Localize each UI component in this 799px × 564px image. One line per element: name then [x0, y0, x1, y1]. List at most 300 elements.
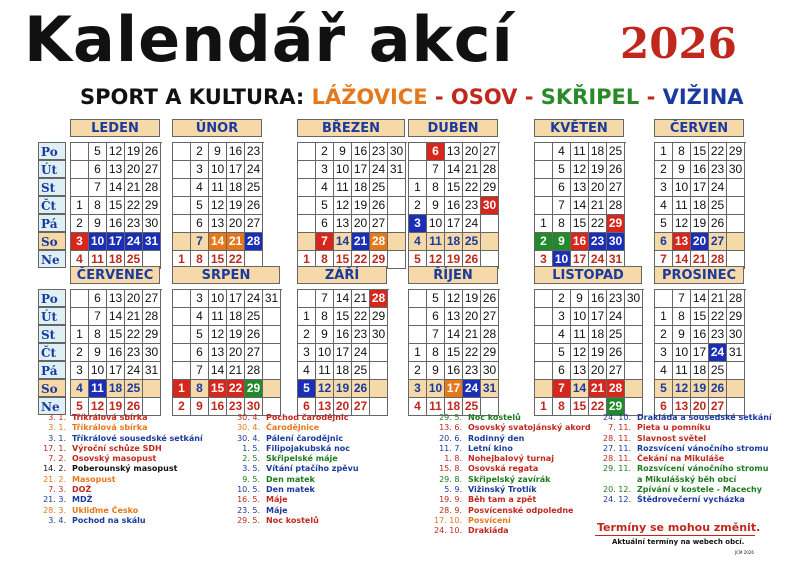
event-date: 28. 3. — [43, 505, 66, 515]
empty-day-cell — [71, 290, 89, 308]
day-cell: 7 — [316, 290, 334, 308]
day-cell: 20 — [125, 290, 143, 308]
day-cell: 26 — [709, 380, 727, 398]
event-day-cell: 28 — [245, 233, 263, 251]
day-cell: 12 — [427, 251, 445, 269]
event-title: Noc kostelů — [266, 515, 319, 525]
event-item — [593, 475, 772, 485]
day-cell: 31 — [607, 251, 625, 269]
empty-day-cell — [535, 143, 553, 161]
weekday-label: Ne — [38, 250, 66, 268]
day-cell: 26 — [607, 161, 625, 179]
event-item — [424, 444, 591, 454]
day-cell: 25 — [463, 398, 481, 416]
day-cell: 14 — [571, 197, 589, 215]
event-item — [593, 495, 772, 505]
event-item — [593, 485, 772, 495]
day-cell: 30 — [727, 161, 745, 179]
month-day-grid — [534, 289, 644, 416]
day-cell: 15 — [691, 143, 709, 161]
event-item — [424, 495, 591, 505]
event-title: Letní kino — [468, 443, 513, 453]
event-item — [593, 423, 772, 433]
month-day-grid — [654, 142, 746, 269]
day-cell: 2 — [409, 362, 427, 380]
event-day-cell: 28 — [607, 380, 625, 398]
event-title: Osovská regata — [468, 464, 539, 474]
event-date: 3. 1. — [48, 413, 66, 422]
event-day-cell: 22 — [227, 380, 245, 398]
day-cell: 7 — [89, 308, 107, 326]
event-item — [424, 423, 591, 433]
day-cell: 4 — [191, 179, 209, 197]
day-cell: 18 — [352, 179, 370, 197]
day-cell: 23 — [709, 161, 727, 179]
day-cell: 30 — [481, 362, 499, 380]
day-cell: 10 — [89, 362, 107, 380]
empty-day-cell — [71, 161, 89, 179]
event-item — [224, 423, 359, 433]
day-cell: 11 — [209, 179, 227, 197]
day-cell: 17 — [107, 362, 125, 380]
event-date: 20. 6. — [439, 433, 462, 443]
day-cell: 27 — [607, 362, 625, 380]
event-date: 27. 11. — [603, 443, 631, 453]
event-title: Noc kostelů — [468, 413, 521, 422]
month-day-grid — [297, 142, 407, 269]
day-cell: 13 — [209, 344, 227, 362]
event-title: Slavnost světel — [637, 433, 707, 443]
day-cell: 15 — [334, 308, 352, 326]
day-cell: 24 — [352, 344, 370, 362]
day-cell: 11 — [209, 308, 227, 326]
empty-day-cell — [535, 362, 553, 380]
day-cell: 13 — [445, 143, 463, 161]
day-cell: 26 — [607, 344, 625, 362]
day-cell: 30 — [388, 143, 406, 161]
empty-day-cell — [388, 233, 406, 251]
day-cell: 22 — [463, 179, 481, 197]
event-title: Den matek — [266, 474, 315, 484]
day-cell: 23 — [227, 398, 245, 416]
day-cell: 25 — [709, 197, 727, 215]
day-cell: 14 — [445, 326, 463, 344]
day-cell: 9 — [334, 143, 352, 161]
day-cell: 7 — [655, 251, 673, 269]
day-cell: 16 — [445, 197, 463, 215]
month-day-grid — [408, 289, 500, 416]
day-cell: 2 — [655, 326, 673, 344]
event-item — [30, 413, 203, 423]
day-cell: 17 — [691, 179, 709, 197]
event-title: DOŽ — [72, 485, 92, 495]
day-cell: 16 — [107, 344, 125, 362]
event-title: Máje — [266, 495, 288, 505]
day-cell: 12 — [673, 215, 691, 233]
day-cell: 1 — [535, 215, 553, 233]
event-date: 23. 5. — [237, 505, 260, 515]
day-cell: 23 — [352, 326, 370, 344]
day-cell: 31 — [263, 290, 281, 308]
day-cell: 21 — [125, 308, 143, 326]
empty-day-cell — [173, 308, 191, 326]
subtitle-segment: - — [427, 85, 451, 109]
day-cell: 3 — [655, 344, 673, 362]
day-cell: 27 — [143, 161, 161, 179]
day-cell: 9 — [191, 398, 209, 416]
month-5 — [534, 119, 626, 269]
day-cell: 2 — [298, 326, 316, 344]
empty-day-cell — [481, 233, 499, 251]
weekday-label: Po — [38, 289, 66, 307]
day-cell: 4 — [298, 362, 316, 380]
empty-day-cell — [298, 179, 316, 197]
day-cell: 12 — [107, 143, 125, 161]
day-cell: 11 — [673, 197, 691, 215]
day-cell: 20 — [463, 143, 481, 161]
day-cell: 23 — [709, 326, 727, 344]
empty-day-cell — [535, 380, 553, 398]
day-cell: 4 — [409, 233, 427, 251]
event-title: Zpívání v kostele - Macechy — [637, 485, 762, 495]
event-day-cell: 11 — [89, 380, 107, 398]
event-date: 7. 3. — [48, 485, 66, 495]
day-cell: 21 — [463, 326, 481, 344]
event-date: 30. 4. — [237, 423, 260, 433]
day-cell: 1 — [298, 308, 316, 326]
day-cell: 4 — [316, 179, 334, 197]
day-cell: 3 — [316, 161, 334, 179]
day-cell: 29 — [481, 344, 499, 362]
event-date: 24. 10. — [603, 413, 631, 422]
events-column — [593, 413, 772, 506]
day-cell: 27 — [607, 179, 625, 197]
empty-day-cell — [173, 326, 191, 344]
month-name: DUBEN — [408, 119, 498, 137]
event-title: Výroční schůze SDH — [72, 443, 162, 453]
day-cell: 8 — [89, 197, 107, 215]
event-title: Pálení čarodějnic — [266, 433, 344, 443]
day-cell: 30 — [370, 326, 388, 344]
subtitle-segment: SKŘIPEL — [540, 85, 640, 109]
month-name: ČERVEN — [654, 119, 744, 137]
day-cell: 9 — [673, 161, 691, 179]
event-date: 29. 8. — [439, 474, 462, 484]
day-cell: 10 — [334, 161, 352, 179]
event-day-cell: 3 — [71, 233, 89, 251]
day-cell: 8 — [191, 380, 209, 398]
event-item — [593, 454, 772, 464]
subtitle-segment: - — [517, 85, 541, 109]
day-cell: 22 — [125, 197, 143, 215]
day-cell: 27 — [481, 308, 499, 326]
event-title: Čarodějnice — [266, 423, 320, 433]
event-day-cell: 30 — [607, 233, 625, 251]
weekday-label: Út — [38, 307, 66, 325]
day-cell: 15 — [571, 398, 589, 416]
day-cell: 3 — [409, 380, 427, 398]
day-cell: 20 — [589, 362, 607, 380]
day-cell: 16 — [227, 143, 245, 161]
day-cell: 29 — [143, 326, 161, 344]
day-cell: 24 — [245, 161, 263, 179]
event-item — [30, 516, 203, 526]
month-day-grid — [70, 142, 162, 269]
event-item — [30, 444, 203, 454]
day-cell: 21 — [709, 290, 727, 308]
day-cell: 13 — [209, 215, 227, 233]
day-cell: 18 — [227, 308, 245, 326]
empty-day-cell — [625, 344, 643, 362]
day-cell: 10 — [673, 344, 691, 362]
day-cell: 25 — [245, 179, 263, 197]
day-cell: 20 — [589, 179, 607, 197]
day-cell: 18 — [107, 251, 125, 269]
empty-day-cell — [173, 290, 191, 308]
day-cell: 5 — [71, 398, 89, 416]
day-cell: 21 — [227, 362, 245, 380]
day-cell: 7 — [191, 233, 209, 251]
day-cell: 27 — [245, 215, 263, 233]
day-cell: 3 — [655, 179, 673, 197]
month-name: LISTOPAD — [534, 266, 642, 284]
day-cell: 15 — [571, 215, 589, 233]
day-cell: 9 — [89, 215, 107, 233]
event-date: 10. 5. — [237, 485, 260, 495]
event-title: Drakiáda — [468, 526, 509, 536]
day-cell: 22 — [709, 143, 727, 161]
event-title: Ukliďme Česko — [72, 505, 139, 515]
day-cell: 10 — [209, 161, 227, 179]
day-cell: 23 — [463, 197, 481, 215]
day-cell: 13 — [673, 398, 691, 416]
weekday-label: Čt — [38, 343, 66, 361]
day-cell: 27 — [370, 215, 388, 233]
empty-day-cell — [409, 143, 427, 161]
event-date: 19. 9. — [439, 495, 462, 505]
day-cell: 5 — [316, 197, 334, 215]
month-day-grid — [654, 289, 746, 416]
day-cell: 23 — [125, 215, 143, 233]
event-day-cell: 28 — [370, 290, 388, 308]
day-cell: 12 — [571, 344, 589, 362]
day-cell: 9 — [427, 197, 445, 215]
day-cell: 7 — [89, 179, 107, 197]
day-cell: 29 — [727, 143, 745, 161]
day-cell: 8 — [316, 251, 334, 269]
day-cell: 17 — [691, 344, 709, 362]
day-cell: 22 — [463, 344, 481, 362]
day-cell: 17 — [445, 215, 463, 233]
day-cell: 11 — [571, 143, 589, 161]
day-cell: 19 — [227, 197, 245, 215]
day-cell: 21 — [589, 197, 607, 215]
day-cell: 18 — [445, 398, 463, 416]
day-cell: 16 — [209, 398, 227, 416]
day-cell: 25 — [709, 362, 727, 380]
weekday-label: Ne — [38, 397, 66, 415]
day-cell: 2 — [71, 215, 89, 233]
event-date: 17. 1. — [43, 443, 66, 453]
day-cell: 26 — [709, 215, 727, 233]
events-column — [224, 413, 359, 526]
day-cell: 8 — [89, 326, 107, 344]
month-7 — [70, 266, 162, 416]
day-cell: 4 — [655, 362, 673, 380]
day-cell: 11 — [571, 326, 589, 344]
day-cell: 1 — [173, 251, 191, 269]
day-cell: 22 — [589, 215, 607, 233]
day-cell: 26 — [463, 251, 481, 269]
event-day-cell: 17 — [445, 380, 463, 398]
event-title: Tříkrálová sbírka — [72, 423, 148, 433]
month-name: LEDEN — [70, 119, 160, 137]
day-cell: 20 — [352, 215, 370, 233]
event-day-cell: 16 — [571, 233, 589, 251]
day-cell: 30 — [143, 215, 161, 233]
empty-day-cell — [173, 143, 191, 161]
event-day-cell: 14 — [209, 233, 227, 251]
day-cell: 19 — [463, 290, 481, 308]
weekday-label: So — [38, 232, 66, 250]
day-cell: 29 — [481, 179, 499, 197]
day-cell: 2 — [316, 143, 334, 161]
day-cell: 27 — [709, 398, 727, 416]
day-cell: 30 — [625, 290, 643, 308]
empty-day-cell — [173, 362, 191, 380]
day-cell: 22 — [125, 326, 143, 344]
day-cell: 21 — [463, 161, 481, 179]
day-cell: 19 — [589, 161, 607, 179]
day-cell: 14 — [334, 290, 352, 308]
event-item — [424, 475, 591, 485]
event-title: Den matek — [266, 485, 315, 495]
day-cell: 14 — [107, 308, 125, 326]
day-cell: 2 — [409, 197, 427, 215]
event-item — [224, 444, 359, 454]
empty-day-cell — [173, 344, 191, 362]
day-cell: 13 — [107, 290, 125, 308]
event-day-cell: 3 — [409, 215, 427, 233]
month-12 — [654, 266, 746, 416]
day-cell: 20 — [334, 398, 352, 416]
empty-day-cell — [173, 161, 191, 179]
day-cell: 5 — [655, 215, 673, 233]
event-title: Rozsvícení vánočního stromu — [637, 464, 769, 474]
event-title: Masopust — [72, 474, 116, 484]
month-name: ZÁŘÍ — [297, 266, 387, 284]
day-cell: 24 — [463, 215, 481, 233]
day-cell: 26 — [143, 143, 161, 161]
day-cell: 9 — [316, 326, 334, 344]
day-cell: 23 — [245, 143, 263, 161]
event-date: 29. 11. — [603, 464, 631, 474]
day-cell: 12 — [209, 197, 227, 215]
event-item — [593, 413, 772, 423]
page-title: Kalendář akcí — [24, 3, 514, 76]
event-day-cell: 7 — [553, 380, 571, 398]
event-date: 14. 2. — [43, 464, 66, 474]
day-cell: 11 — [89, 251, 107, 269]
day-cell: 21 — [125, 179, 143, 197]
event-item — [224, 434, 359, 444]
day-cell: 19 — [589, 344, 607, 362]
event-item — [30, 495, 203, 505]
day-cell: 2 — [191, 143, 209, 161]
event-item — [424, 413, 591, 423]
event-day-cell: 10 — [553, 251, 571, 269]
day-cell: 1 — [535, 398, 553, 416]
day-cell: 1 — [71, 197, 89, 215]
event-date: 28. 11. — [603, 433, 631, 443]
month-name: ČERVENEC — [70, 266, 160, 284]
note-underline — [595, 535, 755, 536]
day-cell: 13 — [334, 215, 352, 233]
empty-day-cell — [535, 308, 553, 326]
event-item — [224, 413, 359, 423]
event-item — [424, 434, 591, 444]
day-cell: 6 — [191, 215, 209, 233]
day-cell: 19 — [445, 251, 463, 269]
day-cell: 28 — [727, 290, 745, 308]
day-cell: 1 — [298, 251, 316, 269]
day-cell: 27 — [245, 344, 263, 362]
event-date: 11. 7. — [439, 443, 462, 453]
event-item — [593, 464, 772, 474]
weekday-label: St — [38, 178, 66, 196]
day-cell: 13 — [571, 179, 589, 197]
day-cell: 18 — [589, 143, 607, 161]
empty-day-cell — [727, 215, 745, 233]
day-cell: 26 — [370, 197, 388, 215]
day-cell: 18 — [691, 362, 709, 380]
weekday-label: St — [38, 325, 66, 343]
day-cell: 18 — [445, 233, 463, 251]
empty-day-cell — [71, 308, 89, 326]
weekday-label: Po — [38, 142, 66, 160]
subtitle-segment: SPORT A KULTURA: — [80, 85, 312, 109]
empty-day-cell — [263, 344, 281, 362]
day-cell: 5 — [191, 326, 209, 344]
empty-day-cell — [388, 251, 406, 269]
empty-day-cell — [370, 398, 388, 416]
day-cell: 26 — [481, 290, 499, 308]
event-date: 9. 5. — [242, 474, 260, 484]
day-cell: 8 — [191, 251, 209, 269]
empty-day-cell — [388, 197, 406, 215]
event-title: Drakiáda a sousedské setkání — [637, 413, 772, 422]
day-cell: 10 — [571, 308, 589, 326]
day-cell: 25 — [607, 143, 625, 161]
empty-day-cell — [173, 233, 191, 251]
empty-day-cell — [727, 380, 745, 398]
event-day-cell: 1 — [173, 380, 191, 398]
day-cell: 17 — [352, 161, 370, 179]
day-cell: 10 — [427, 380, 445, 398]
event-day-cell: 31 — [143, 233, 161, 251]
empty-day-cell — [71, 143, 89, 161]
day-cell: 25 — [607, 326, 625, 344]
event-item — [424, 526, 591, 536]
event-date: 30. 4. — [237, 413, 260, 422]
event-day-cell: 29 — [607, 215, 625, 233]
day-cell: 4 — [71, 251, 89, 269]
event-title: Tříkrálová sbírka — [72, 413, 148, 422]
day-cell: 19 — [352, 197, 370, 215]
empty-day-cell — [173, 179, 191, 197]
day-cell: 18 — [589, 326, 607, 344]
day-cell: 29 — [370, 308, 388, 326]
